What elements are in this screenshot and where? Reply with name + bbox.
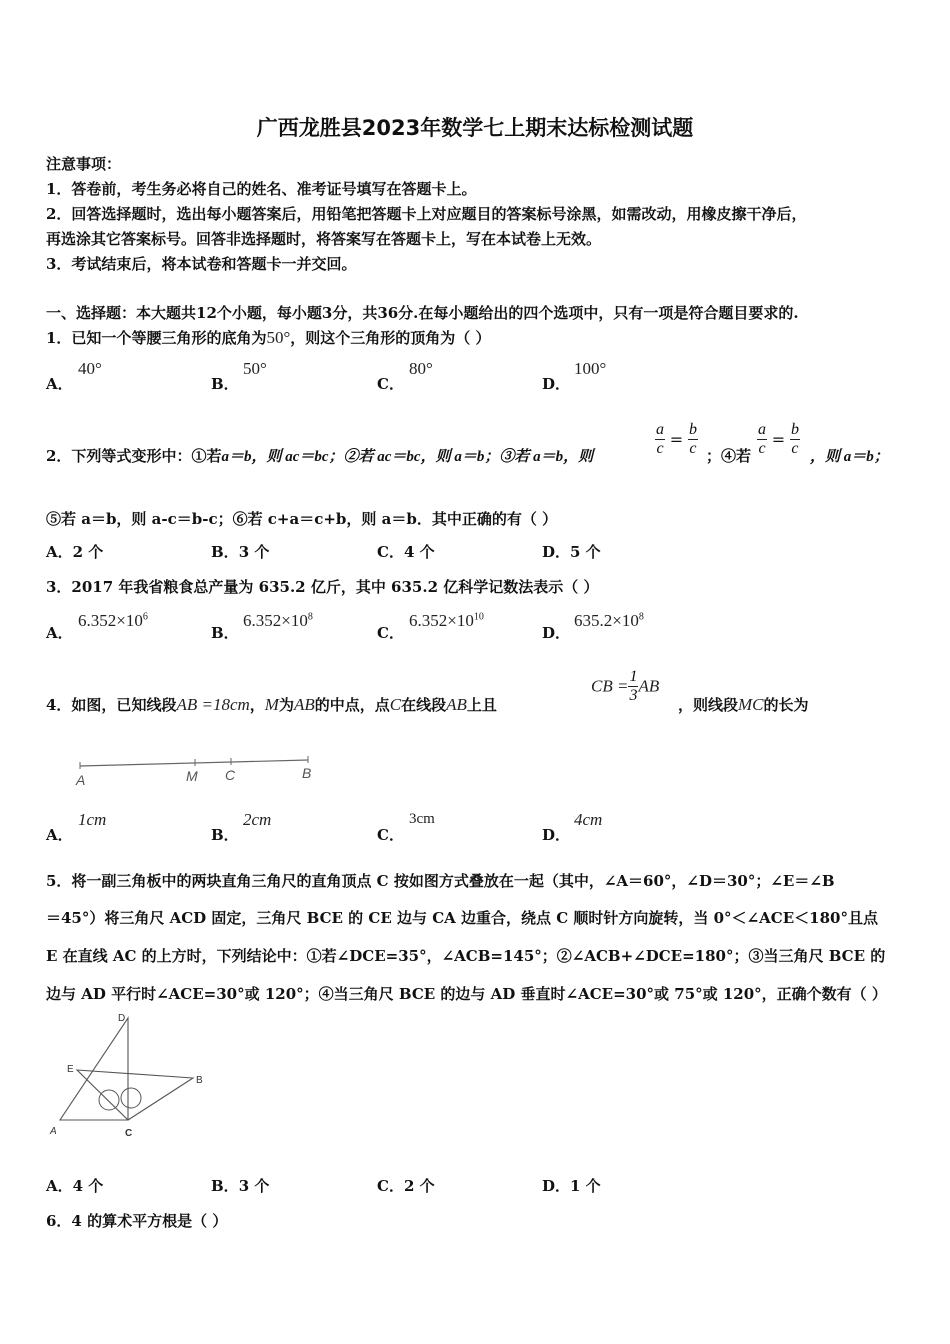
q4-option-d-value: 4cm bbox=[574, 810, 603, 829]
q1-angle: 50° bbox=[266, 328, 291, 347]
q2-text-d: ，则 a＝b； bbox=[810, 449, 889, 465]
question-5-line: E 在直线 AC 的上方时，下列结论中：①若∠DCE=35°，∠ACB=145°；②∠ACB+∠DCE=180°；③当三角尺 BCE 的 bbox=[46, 947, 886, 965]
label-a: A bbox=[50, 1126, 57, 1137]
q4-stem-end bbox=[678, 694, 809, 715]
frac-num: a bbox=[656, 421, 664, 438]
q5-triangle-figure bbox=[45, 1010, 215, 1142]
q4-text: 在线段 bbox=[401, 696, 447, 714]
q4-segment-figure bbox=[70, 752, 330, 792]
q4-text: 的中点，点 bbox=[314, 696, 390, 714]
triangle-bce bbox=[77, 1070, 193, 1120]
label-m: M bbox=[186, 768, 198, 784]
question-4-stem bbox=[46, 694, 497, 715]
q3-option-c-label: C． bbox=[377, 624, 404, 642]
q4-text: 的长为 bbox=[763, 696, 809, 714]
q1-option-a-label: A． bbox=[46, 375, 73, 393]
question-3-stem: 3．2017 年我省粮食总产量为 635.2 亿斤，其中 635.2 亿科学记数法表示（ ） bbox=[46, 578, 599, 596]
question-2-stem-part1 bbox=[46, 445, 593, 466]
q4-ab: AB bbox=[446, 695, 467, 714]
sci-exp: 8 bbox=[307, 611, 313, 623]
q4-m: M bbox=[264, 695, 279, 714]
sci-base: 6.352×10 bbox=[78, 611, 143, 630]
q4-option-c-label: C． bbox=[377, 826, 404, 844]
frac-den: c bbox=[791, 440, 799, 457]
label-e: E bbox=[67, 1064, 74, 1075]
q4-text: ，则线段 bbox=[678, 696, 739, 714]
note-item: 3．考试结束后，将本试卷和答题卡一并交回。 bbox=[46, 255, 357, 273]
question-6-stem: 6．4 的算术平方根是（ ） bbox=[46, 1212, 228, 1230]
q5-option-c bbox=[377, 1175, 435, 1196]
frac-num: 1 bbox=[629, 668, 638, 685]
q1-option-c-value: 80° bbox=[409, 359, 433, 378]
q4-ab: AB bbox=[638, 676, 660, 696]
q4-mc: MC bbox=[738, 695, 764, 714]
q1-option-d-label: D． bbox=[542, 375, 571, 393]
option-value: 4 个 bbox=[403, 543, 435, 561]
page-title: 广西龙胜县2023年数学七上期末达标检测试题 bbox=[256, 116, 694, 140]
option-value: 3 个 bbox=[238, 1177, 270, 1195]
sci-exp: 10 bbox=[473, 611, 484, 623]
q4-text: 上且 bbox=[466, 696, 497, 714]
note-item: 再选涂其它答案标号。回答非选择题时，将答案写在答题卡上，写在本试卷上无效。 bbox=[46, 230, 602, 248]
q2-option-b bbox=[211, 541, 269, 562]
q3-option-b-value bbox=[243, 611, 313, 631]
note-item: 2．回答选择题时，选出每小题答案后，用铅笔把答题卡上对应题目的答案标号涂黑，如需改动，用橡皮擦干净后， bbox=[46, 205, 807, 223]
q3-option-c-value bbox=[409, 611, 484, 631]
q4-cb-expression bbox=[591, 668, 659, 705]
q2-fraction-1: $\frac{a}{c}$ = $\frac{b}{c}$ bbox=[656, 421, 697, 457]
q4-option-b-value: 2cm bbox=[243, 810, 272, 829]
sci-exp: 8 bbox=[638, 611, 644, 623]
q3-option-a-value bbox=[78, 611, 148, 631]
question-5-line: 边与 AD 平行时∠ACE=30°或 120°；④当三角尺 BCE 的边与 AD 垂直时∠ACE=30°或 75°或 120°，正确个数有（ ） bbox=[46, 985, 887, 1003]
q1-option-c-label: C． bbox=[377, 375, 404, 393]
q4-text: 4．如图，已知线段 bbox=[46, 696, 177, 714]
frac-den: c bbox=[689, 440, 697, 457]
q1-option-b-label: B． bbox=[211, 375, 239, 393]
q5-option-b bbox=[211, 1175, 269, 1196]
q4-text: 为 bbox=[278, 696, 294, 714]
option-value: 2 个 bbox=[72, 543, 104, 561]
option-label: B． bbox=[211, 543, 239, 561]
option-label: C． bbox=[377, 1177, 404, 1195]
label-d: D bbox=[118, 1013, 126, 1024]
option-value: 1 个 bbox=[570, 1177, 601, 1195]
section-heading: 一、选择题：本大题共12个小题，每小题3分，共36分.在每小题给出的四个选项中，只有一项是符合题目要求的. bbox=[46, 304, 799, 322]
q1-option-a-value: 40° bbox=[78, 359, 102, 378]
question-1-stem bbox=[46, 327, 491, 348]
sci-exp: 6 bbox=[142, 611, 148, 623]
q4-option-d-label: D． bbox=[542, 826, 571, 844]
q1-text: 1．已知一个等腰三角形的底角为 bbox=[46, 329, 267, 347]
q2-text-c: ；④若 bbox=[706, 447, 752, 465]
q2-fraction-2: $\frac{a}{c}$ = $\frac{b}{c}$ bbox=[758, 421, 799, 457]
option-value: 3 个 bbox=[238, 543, 270, 561]
label-c: C bbox=[225, 767, 236, 783]
angle-arc-1 bbox=[99, 1090, 119, 1110]
sci-base: 6.352×10 bbox=[409, 611, 474, 630]
angle-arc-2 bbox=[121, 1088, 141, 1108]
notes-heading: 注意事项： bbox=[46, 155, 122, 173]
q4-option-b-label: B． bbox=[211, 826, 239, 844]
option-label: A． bbox=[46, 543, 73, 561]
frac-num: b bbox=[688, 421, 697, 438]
q4-cb: CB = bbox=[591, 676, 629, 696]
label-b: B bbox=[196, 1075, 203, 1086]
frac-num: a bbox=[758, 421, 766, 438]
q3-option-a-label: A． bbox=[46, 624, 73, 642]
q4-option-c-value: 3cm bbox=[409, 811, 435, 827]
option-label: D． bbox=[542, 543, 571, 561]
q2-text: 2．下列等式变形中：①若 bbox=[46, 447, 222, 465]
question-2-stem-part2: ⑤若 a＝b，则 a-c＝b-c；⑥若 c+a＝c+b，则 a＝b．其中正确的有（ ） bbox=[46, 510, 558, 528]
option-value: 2 个 bbox=[403, 1177, 435, 1195]
label-b: B bbox=[302, 765, 312, 781]
option-value: 4 个 bbox=[72, 1177, 104, 1195]
frac-den: 3 bbox=[629, 687, 638, 704]
q1-option-d-value: 100° bbox=[574, 359, 607, 378]
sci-base: 635.2×10 bbox=[574, 611, 639, 630]
q3-option-d-value bbox=[574, 611, 644, 631]
option-label: A． bbox=[46, 1177, 73, 1195]
q1-option-b-value: 50° bbox=[243, 359, 267, 378]
q2-text-b: a＝b，则 ac＝bc；②若 ac＝bc，则 a＝b；③若 a＝b，则 bbox=[221, 449, 594, 465]
frac-num: b bbox=[790, 421, 799, 438]
q4-ab: AB bbox=[293, 695, 315, 714]
q5-option-a bbox=[46, 1175, 103, 1196]
question-5-line: 5．将一副三角板中的两块直角三角尺的直角顶点 C 按如图方式叠放在一起（其中，∠A＝60°，∠D＝30°；∠E＝∠B bbox=[46, 872, 835, 890]
frac-den: c bbox=[758, 440, 766, 457]
question-5-line: ＝45°）将三角尺 ACD 固定，三角尺 BCE 的 CE 边与 CA 边重合，绕点 C 顺时针方向旋转，当 0°＜∠ACE＜180°且点 bbox=[46, 909, 878, 927]
label-c: C bbox=[125, 1128, 133, 1139]
q3-option-b-label: B． bbox=[211, 624, 239, 642]
label-a: A bbox=[76, 772, 86, 788]
q3-option-d-label: D． bbox=[542, 624, 571, 642]
q5-option-d bbox=[542, 1175, 601, 1196]
q2-option-a bbox=[46, 541, 103, 562]
sci-base: 6.352×10 bbox=[243, 611, 308, 630]
q4-c: C bbox=[389, 695, 402, 714]
q4-ab-length: AB =18cm bbox=[176, 695, 250, 714]
option-label: C． bbox=[377, 543, 404, 561]
segment-ab bbox=[80, 760, 308, 766]
q1-text-end: ，则这个三角形的顶角为（ ） bbox=[290, 329, 491, 347]
q2-option-d bbox=[542, 541, 601, 562]
frac-den: c bbox=[656, 440, 664, 457]
q2-option-c bbox=[377, 541, 435, 562]
q4-text: ， bbox=[249, 696, 265, 714]
q4-option-a-label: A． bbox=[46, 826, 73, 844]
option-value: 5 个 bbox=[570, 543, 601, 561]
option-label: B． bbox=[211, 1177, 239, 1195]
q4-option-a-value: 1cm bbox=[78, 810, 107, 829]
option-label: D． bbox=[542, 1177, 571, 1195]
note-item: 1．答卷前，考生务必将自己的姓名、准考证号填写在答题卡上。 bbox=[46, 180, 477, 198]
